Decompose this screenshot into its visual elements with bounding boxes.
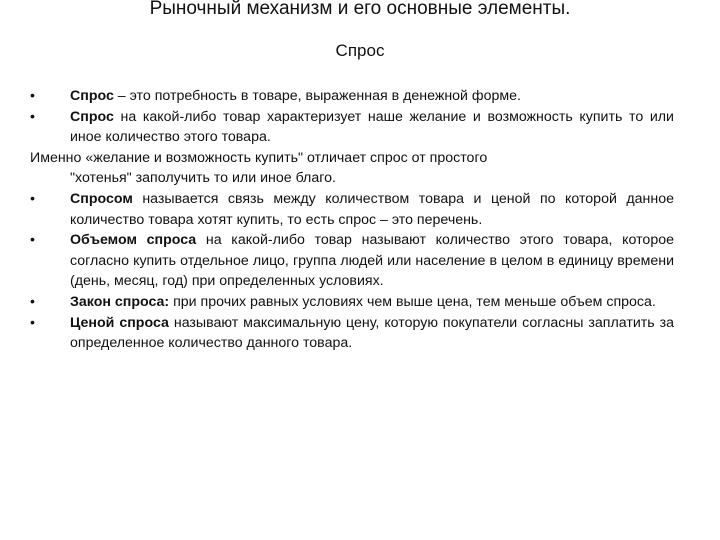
bullet-term: Объемом спроса <box>70 232 197 249</box>
bullet-term: Закон спроса: <box>70 293 170 310</box>
bullet-term: Спрос <box>70 88 114 104</box>
bullet-term: Спрос <box>70 108 114 125</box>
paragraph-first-line: Именно «желание и возможность купить" отличает спрос от простого <box>30 149 488 166</box>
bullet-text: на какой-либо товар называют количество этого товара, которое согласно купить отдельное лицо, группа людей или население в целом в единицу времени (день, месяц, год) при определенных условиях. <box>70 232 674 290</box>
bullet-item <box>30 313 674 354</box>
slide-title: Рыночный механизм и его основные элементы. <box>149 0 571 19</box>
bullet-item <box>30 230 674 292</box>
bullet-icon: • <box>30 108 35 125</box>
bullet-icon: • <box>30 190 35 207</box>
bullet-text: при прочих равных условиях чем выше цена, тем меньше объем спроса. <box>169 293 656 310</box>
slide-content <box>30 86 674 354</box>
bullet-term: Спросом <box>70 190 133 207</box>
bullet-text: на какой-либо товар характеризует наше желание и возможность купить то или иное количество этого товара. <box>70 108 674 146</box>
bullet-text: называют максимальную цену, которую покупатели согласны заплатить за определенное количество данного товара. <box>70 314 674 352</box>
paragraph-continuation: "хотенья" заполучить то или иное благо. <box>70 170 336 187</box>
bullet-term: Ценой спроса <box>70 314 169 331</box>
bullet-item <box>30 189 674 230</box>
bullet-item <box>30 107 674 148</box>
bullet-text: – это потребность в товаре, выраженная в денежной форме. <box>113 88 521 104</box>
bullet-icon: • <box>30 293 35 310</box>
bullet-icon: • <box>30 88 35 104</box>
bullet-icon: • <box>30 232 35 249</box>
bullet-text: называется связь между количеством товара и ценой по которой данное количество товара хотят купить, то есть спрос – это перечень. <box>70 190 674 228</box>
bullet-icon: • <box>30 314 35 331</box>
bullet-item <box>30 292 674 313</box>
slide-subtitle: Спрос <box>335 41 385 60</box>
bullet-item <box>30 86 674 107</box>
plain-paragraph <box>30 148 674 189</box>
